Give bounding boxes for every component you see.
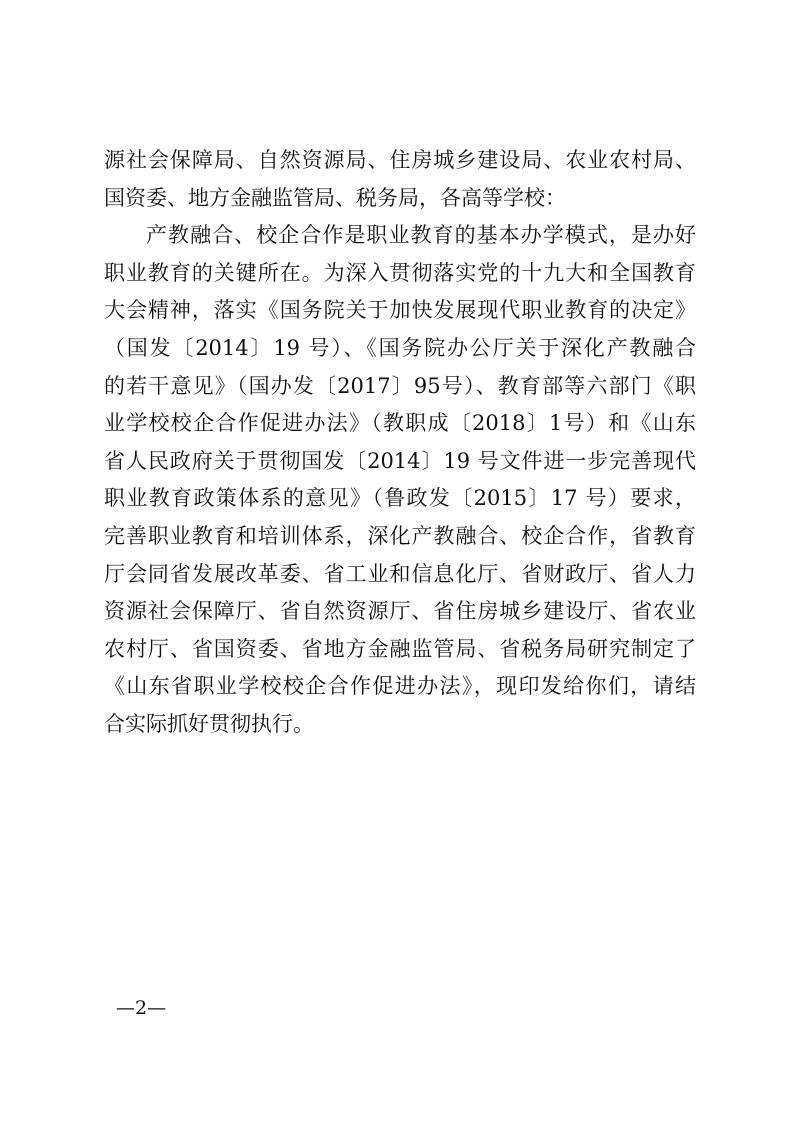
text-line: 完善职业教育和培训体系，深化产教融合、校企合作，省教育 bbox=[104, 523, 696, 548]
paragraph-first-line: 产教融合、校企合作是职业教育的基本办学模式，是办好 bbox=[146, 223, 696, 248]
text-line: 厅会同省发展改革委、省工业和信息化厅、省财政厅、省人力 bbox=[104, 561, 696, 586]
text-line: 的若干意见》（国办发〔2017〕95号）、教育部等六部门《职 bbox=[104, 373, 696, 398]
text-line: 职业教育政策体系的意见》（鲁政发〔2015〕17 号）要求， bbox=[104, 486, 696, 511]
text-line: 源社会保障局、自然资源局、住房城乡建设局、农业农村局、 bbox=[104, 148, 696, 172]
page-number: —2— bbox=[116, 997, 167, 1019]
text-line: 国资委、地方金融监管局、税务局，各高等学校： bbox=[104, 185, 566, 210]
text-line: 业学校校企合作促进办法》（教职成〔2018〕1号）和《山东 bbox=[104, 411, 696, 436]
text-line: 省人民政府关于贯彻国发〔2014〕19 号文件进一步完善现代 bbox=[104, 448, 696, 473]
text-line: 农村厅、省国资委、省地方金融监管局、省税务局研究制定了 bbox=[104, 636, 696, 661]
text-line: （国发〔2014〕19 号）、《国务院办公厅关于深化产教融合 bbox=[104, 335, 696, 360]
text-line: 《山东省职业学校校企合作促进办法》，现印发给你们，请结 bbox=[104, 674, 696, 699]
text-line: 大会精神，落实《国务院关于加快发展现代职业教育的决定》 bbox=[104, 298, 696, 323]
text-line: 资源社会保障厅、省自然资源厅、省住房城乡建设厅、省农业 bbox=[104, 599, 696, 624]
text-line: 职业教育的关键所在。为深入贯彻落实党的十九大和全国教育 bbox=[104, 260, 696, 285]
text-line: 合实际抓好贯彻执行。 bbox=[104, 711, 314, 736]
document-body bbox=[104, 142, 696, 744]
